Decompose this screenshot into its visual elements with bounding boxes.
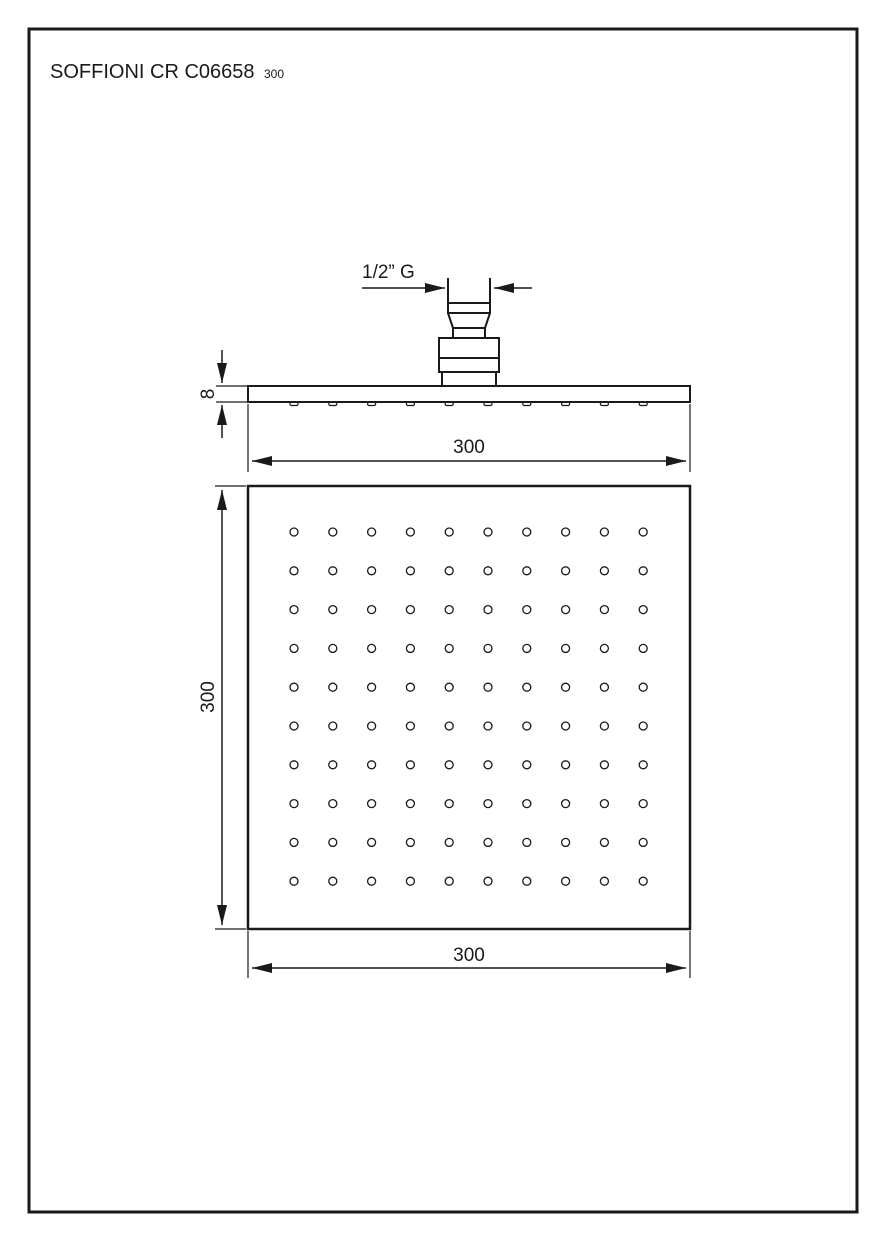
nozzle-grid [290, 528, 647, 885]
side-nozzle [290, 402, 298, 406]
nozzle-hole [484, 800, 492, 808]
head-plate-top [248, 486, 690, 929]
nozzle-hole [523, 528, 531, 536]
nozzle-hole [639, 644, 647, 652]
nozzle-hole [562, 761, 570, 769]
nozzle-hole [329, 528, 337, 536]
nozzle-hole [562, 567, 570, 575]
nozzle-hole [600, 528, 608, 536]
drawing-frame [29, 29, 857, 1212]
nozzle-hole [562, 606, 570, 614]
side-width-dimension [248, 404, 690, 472]
nozzle-hole [562, 877, 570, 885]
nozzle-hole [639, 800, 647, 808]
nozzle-hole [368, 761, 376, 769]
nozzle-hole [445, 877, 453, 885]
nozzle-hole [445, 644, 453, 652]
nozzle-hole [445, 800, 453, 808]
nozzle-hole [562, 800, 570, 808]
nozzle-hole [406, 722, 414, 730]
nozzle-hole [484, 877, 492, 885]
nozzle-hole [600, 606, 608, 614]
nozzle-hole [600, 877, 608, 885]
nozzle-hole [484, 683, 492, 691]
nozzle-hole [329, 644, 337, 652]
nozzle-hole [290, 877, 298, 885]
nozzle-hole [445, 761, 453, 769]
nozzle-hole [562, 838, 570, 846]
nozzle-hole [329, 567, 337, 575]
product-code: SOFFIONI CR C06658 [50, 61, 255, 83]
side-nozzle [639, 402, 647, 406]
side-width-label: 300 [453, 437, 485, 458]
nozzle-hole [445, 722, 453, 730]
nozzle-hole [445, 683, 453, 691]
top-view [198, 486, 690, 978]
nozzle-hole [368, 644, 376, 652]
nozzle-hole [484, 606, 492, 614]
nozzle-hole [329, 722, 337, 730]
title-block [50, 61, 284, 83]
nozzle-hole [290, 722, 298, 730]
thread-label: 1/2” G [362, 262, 415, 283]
nozzle-hole [445, 606, 453, 614]
nozzle-hole [406, 683, 414, 691]
nozzle-hole [639, 606, 647, 614]
side-nozzle [562, 402, 570, 406]
top-width-dimension [248, 931, 690, 978]
nozzle-hole [639, 528, 647, 536]
nozzle-hole [329, 761, 337, 769]
nozzle-hole [523, 683, 531, 691]
nozzle-hole [484, 644, 492, 652]
thickness-dimension [198, 350, 248, 438]
nozzle-hole [290, 838, 298, 846]
nozzle-hole [562, 722, 570, 730]
nozzle-hole [523, 567, 531, 575]
nozzle-hole [562, 528, 570, 536]
side-view [198, 262, 690, 472]
nozzle-hole [523, 877, 531, 885]
nozzle-hole [600, 761, 608, 769]
nozzle-hole [406, 644, 414, 652]
nozzle-hole [484, 567, 492, 575]
nozzle-hole [445, 838, 453, 846]
nozzle-hole [600, 567, 608, 575]
nozzle-hole [639, 567, 647, 575]
nozzle-hole [406, 800, 414, 808]
thickness-label: 8 [198, 388, 219, 400]
top-height-dimension [198, 486, 246, 929]
nozzle-hole [484, 838, 492, 846]
nozzle-hole [639, 683, 647, 691]
head-plate-side [248, 386, 690, 402]
nozzle-hole [368, 722, 376, 730]
nozzle-hole [484, 528, 492, 536]
nozzle-hole [562, 644, 570, 652]
shower-arm-connector [439, 278, 499, 386]
nozzle-hole [600, 683, 608, 691]
nozzle-hole [523, 800, 531, 808]
nozzle-hole [562, 683, 570, 691]
side-nozzle [406, 402, 414, 406]
nozzle-hole [600, 644, 608, 652]
nozzle-hole [368, 800, 376, 808]
top-height-label: 300 [198, 681, 219, 713]
nozzle-hole [445, 528, 453, 536]
nozzle-hole [290, 528, 298, 536]
nozzle-hole [329, 683, 337, 691]
nozzle-hole [600, 722, 608, 730]
nozzle-hole [406, 606, 414, 614]
nozzle-hole [523, 644, 531, 652]
nozzle-hole [368, 606, 376, 614]
top-width-label: 300 [453, 945, 485, 966]
side-nozzle [368, 402, 376, 406]
nozzle-hole [600, 800, 608, 808]
nozzle-hole [406, 528, 414, 536]
side-nozzle [484, 402, 492, 406]
nozzle-hole [639, 761, 647, 769]
nozzle-hole [290, 606, 298, 614]
nozzle-hole [639, 722, 647, 730]
nozzle-hole [329, 606, 337, 614]
nozzle-hole [445, 567, 453, 575]
side-nozzle [600, 402, 608, 406]
nozzle-hole [523, 722, 531, 730]
nozzle-hole [406, 567, 414, 575]
nozzle-hole [368, 877, 376, 885]
nozzle-hole [406, 761, 414, 769]
size-suffix: 300 [263, 67, 284, 81]
side-nozzle [329, 402, 337, 406]
nozzle-hole [368, 683, 376, 691]
nozzle-hole [290, 800, 298, 808]
nozzle-hole [639, 877, 647, 885]
nozzle-hole [484, 761, 492, 769]
nozzle-hole [290, 644, 298, 652]
nozzle-hole [368, 567, 376, 575]
nozzle-hole [406, 877, 414, 885]
nozzle-hole [523, 761, 531, 769]
nozzle-hole [523, 606, 531, 614]
nozzle-hole [523, 838, 531, 846]
nozzle-hole [368, 528, 376, 536]
nozzle-hole [290, 683, 298, 691]
nozzle-hole [600, 838, 608, 846]
nozzle-hole [329, 838, 337, 846]
nozzle-hole [639, 838, 647, 846]
nozzle-hole [484, 722, 492, 730]
nozzle-hole [368, 838, 376, 846]
side-nozzle [445, 402, 453, 406]
nozzle-hole [290, 761, 298, 769]
nozzle-hole [290, 567, 298, 575]
nozzle-hole [329, 877, 337, 885]
nozzle-hole [406, 838, 414, 846]
nozzle-hole [329, 800, 337, 808]
side-nozzle [523, 402, 531, 406]
